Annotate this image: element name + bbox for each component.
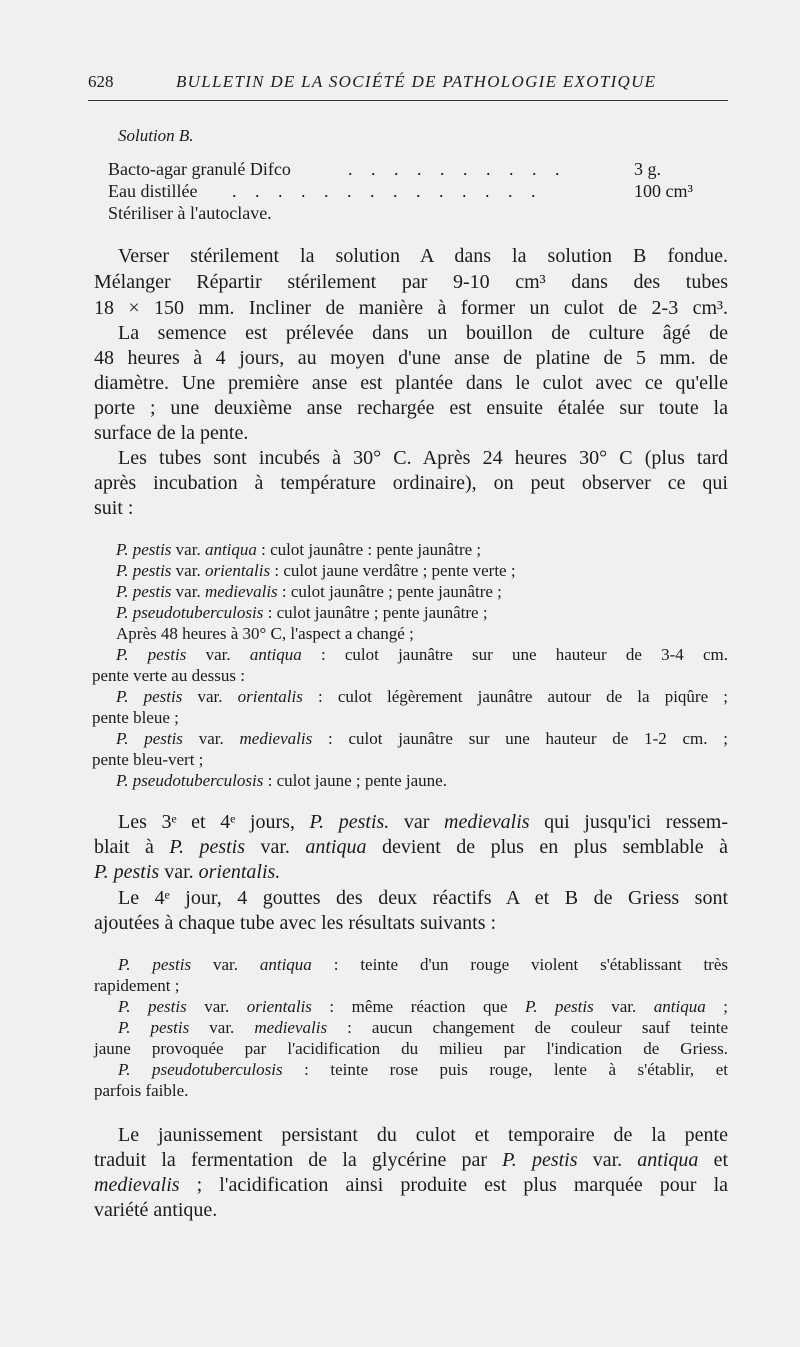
after-48h-line: Après 48 heures à 30° C, l'aspect a changé ; [116, 624, 414, 643]
var-label: var. [205, 645, 231, 664]
paragraph-line: variété antique. [94, 1199, 218, 1221]
species-name: P. pestis [116, 561, 172, 580]
page-number: 628 [88, 72, 114, 91]
species-name: P. pestis [118, 955, 192, 974]
variety-name: medievalis [239, 729, 313, 748]
paragraph-line: Le 4ᵉ jour, 4 gouttes des deux réactifs A et B de Griess sont [118, 887, 728, 909]
species-name: P. pseudotuberculosis [116, 771, 264, 790]
result-text: : même réaction que [311, 997, 526, 1016]
var-label: var. [189, 1018, 255, 1037]
paragraph-line: suit : [94, 497, 134, 519]
paragraph-line: 48 heures à 4 jours, au moyen d'une anse de platine de 5 mm. de [94, 347, 728, 369]
paragraph-line [94, 861, 744, 884]
text-run: traduit la fermentation de la glycérine par [94, 1149, 503, 1171]
text-run: ; l'acidification ainsi produite est plus marquée pour la [179, 1174, 728, 1196]
species-name: P. pestis. [309, 811, 390, 833]
sterilize-note: Stériliser à l'autoclave. [108, 203, 272, 223]
paragraph-line: Les tubes sont incubés à 30° C. Après 24 heures 30° C (plus tard [118, 447, 728, 469]
result-text: : teinte rose puis rouge, lente à s'établir, et [282, 1060, 728, 1079]
result-line [116, 603, 766, 623]
paragraph-line [118, 811, 728, 834]
paragraph-line [94, 1174, 728, 1197]
result-line [116, 687, 728, 707]
text-run: Les 3ᵉ et 4ᵉ jours, [118, 811, 310, 833]
text-run: devient de plus en plus semblable à [366, 836, 728, 858]
text-run: qui jusqu'ici ressem- [529, 811, 728, 833]
paragraph-line: 18 × 150 mm. Incliner de manière à former un culot de 2-3 cm³. [94, 297, 728, 319]
result-text: : culot jaune verdâtre ; pente verte ; [270, 561, 516, 580]
ingredient-name: Eau distillée [108, 181, 198, 201]
griess-result-line [118, 1018, 728, 1038]
text-run: var. [245, 836, 306, 858]
species-name: P. pestis [116, 687, 183, 706]
species-name: P. pestis [116, 582, 172, 601]
variety-name: orientalis [246, 997, 312, 1016]
result-text: : culot jaunâtre sur une hauteur de 1-2 cm. ; [312, 729, 729, 748]
recipe-row [108, 181, 708, 202]
paragraph-line: ajoutées à chaque tube avec les résultats suivants : [94, 912, 497, 934]
solution-b-title: Solution B. [118, 126, 194, 145]
result-continuation: pente verte au dessus : [92, 666, 245, 685]
species-name: P. pestis [116, 729, 183, 748]
paragraph-line: Verser stérilement la solution A dans la solution B fondue. [118, 245, 728, 267]
variety-name: antiqua [637, 1149, 699, 1171]
result-line [116, 729, 728, 749]
paragraph-line: Le jaunissement persistant du culot et temporaire de la pente [118, 1124, 728, 1146]
result-text: : culot jaunâtre : pente jaunâtre ; [256, 540, 482, 559]
variety-name: medievalis [204, 582, 278, 601]
griess-result-line [118, 997, 728, 1017]
result-line [116, 771, 766, 791]
griess-result-line [118, 955, 728, 975]
species-name: P. pestis [525, 997, 594, 1016]
leader-dots: . . . . . . . . . . . . . . [232, 181, 543, 201]
variety-name: orientalis [237, 687, 303, 706]
species-name: P. pestis [502, 1149, 578, 1171]
paragraph-line [94, 1149, 728, 1172]
text-run: blait à [94, 836, 170, 858]
result-continuation: jaune provoquée par l'acidification du milieu par l'indication de Griess. [94, 1039, 728, 1058]
variety-name: antiqua [653, 997, 706, 1016]
species-name: P. pestis [94, 861, 160, 883]
species-name: P. pestis [118, 997, 187, 1016]
text-run: var [389, 811, 445, 833]
running-title: BULLETIN DE LA SOCIÉTÉ DE PATHOLOGIE EXOTIQUE [176, 72, 657, 91]
var-label: var. [198, 729, 224, 748]
result-line [116, 645, 728, 665]
var-label: var. [186, 997, 247, 1016]
ingredient-name: Bacto-agar granulé Difco [108, 159, 291, 179]
paragraph-line [94, 836, 728, 859]
griess-result-line [118, 1060, 728, 1080]
var-label: var. [191, 955, 260, 974]
variety-name: antiqua [204, 540, 257, 559]
var-label: var. [175, 561, 201, 580]
result-text: : culot légèrement jaunâtre autour de la piqûre ; [302, 687, 729, 706]
result-continuation: rapidement ; [94, 976, 180, 995]
result-line [116, 561, 766, 581]
result-continuation: pente bleue ; [92, 708, 179, 727]
header-rule [88, 100, 728, 101]
paragraph-line: La semence est prélevée dans un bouillon de culture âgé de [118, 322, 728, 344]
species-name: P. pestis [116, 540, 172, 559]
text-run: ; [705, 997, 728, 1016]
recipe-row [108, 159, 708, 180]
var-label: var. [593, 997, 654, 1016]
var-label: var. [175, 540, 201, 559]
page-header [88, 72, 728, 102]
result-text: : culot jaunâtre ; pente jaunâtre ; [263, 603, 488, 622]
variety-name: medievalis [444, 811, 530, 833]
variety-name: antiqua [259, 955, 312, 974]
leader-dots: . . . . . . . . . . [348, 159, 567, 179]
paragraph-line: diamètre. Une première anse est plantée dans le culot avec ce qu'elle [94, 372, 728, 394]
paragraph-line: surface de la pente. [94, 422, 249, 444]
ingredient-value: 3 g. [634, 159, 661, 179]
variety-name: antiqua [249, 645, 302, 664]
paragraph-line: après incubation à température ordinaire), on peut observer ce qui [94, 472, 728, 494]
result-text: : teinte d'un rouge violent s'établissant très [311, 955, 728, 974]
text-run: var. [159, 861, 199, 883]
result-continuation: pente bleu-vert ; [92, 750, 204, 769]
variety-name: antiqua [305, 836, 367, 858]
ingredient-value: 100 cm³ [634, 181, 693, 201]
result-line [116, 582, 766, 602]
species-name: P. pestis [118, 1018, 190, 1037]
result-text: : aucun changement de couleur sauf teinte [327, 1018, 729, 1037]
result-text: : culot jaunâtre ; pente jaunâtre ; [277, 582, 502, 601]
result-text: : culot jaune ; pente jaune. [263, 771, 447, 790]
variety-name: orientalis. [198, 861, 281, 883]
paragraph-line: Mélanger Répartir stérilement par 9-10 cm³ dans des tubes [94, 271, 728, 293]
var-label: var. [197, 687, 223, 706]
paragraph-line: porte ; une deuxième anse rechargée est ensuite étalée sur toute la [94, 397, 728, 419]
var-label: var. [175, 582, 201, 601]
variety-name: medievalis [94, 1174, 180, 1196]
species-name: P. pseudotuberculosis [118, 1060, 283, 1079]
species-name: P. pseudotuberculosis [116, 603, 264, 622]
species-name: P. pestis [169, 836, 246, 858]
result-text: : culot jaunâtre sur une hauteur de 3-4 cm. [301, 645, 729, 664]
variety-name: medievalis [254, 1018, 328, 1037]
species-name: P. pestis [116, 645, 187, 664]
result-line [116, 540, 766, 560]
result-continuation: parfois faible. [94, 1081, 189, 1100]
text-run: var. [577, 1149, 638, 1171]
text-run: et [698, 1149, 728, 1171]
variety-name: orientalis [204, 561, 271, 580]
